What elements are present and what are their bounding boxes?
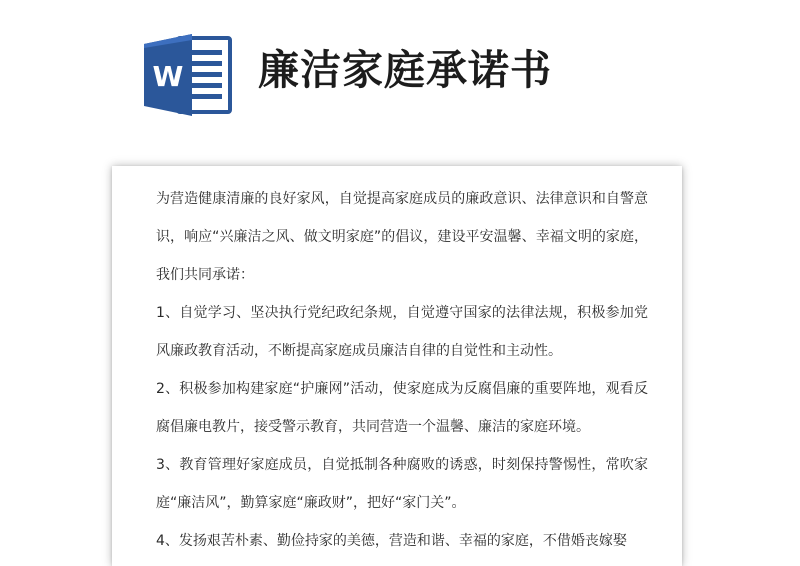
paragraph-item-4: 4、发扬艰苦朴素、勤俭持家的美德，营造和谐、幸福的家庭，不借婚丧嫁娶 xyxy=(156,533,627,549)
document-body xyxy=(156,180,648,560)
paragraph-intro: 为营造健康清廉的良好家风，自觉提高家庭成员的廉政意识、法律意识和自警意识，响应“兴廉洁之风、做文明家庭”的倡议，建设平安温馨、幸福文明的家庭，我们共同承诺： xyxy=(156,191,648,283)
paragraph-item-2: 2、积极参加构建家庭“护廉网”活动，使家庭成为反腐倡廉的重要阵地，观看反腐倡廉电教片，接受警示教育，共同营造一个温馨、廉洁的家庭环境。 xyxy=(156,381,648,435)
paragraph-item-3: 3、教育管理好家庭成员，自觉抵制各种腐败的诱惑，时刻保持警惕性，常吹家庭“廉洁风”，勤算家庭“廉政财”，把好“家门关”。 xyxy=(156,457,648,511)
word-icon-letter: W xyxy=(152,60,184,93)
document-page xyxy=(112,166,682,566)
word-document-icon xyxy=(142,34,232,116)
page-title: 廉洁家庭承诺书 xyxy=(258,46,552,94)
paragraph-item-1: 1、自觉学习、坚决执行党纪政纪条规，自觉遵守国家的法律法规，积极参加党风廉政教育活动，不断提高家庭成员廉洁自律的自觉性和主动性。 xyxy=(156,305,648,359)
header xyxy=(0,0,800,150)
